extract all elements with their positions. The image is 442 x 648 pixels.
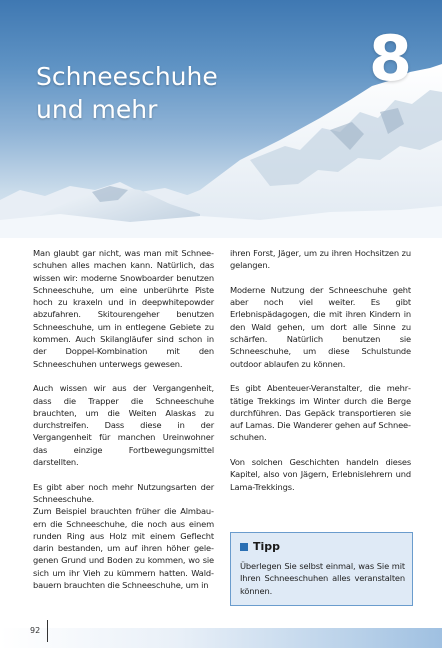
hero-image <box>0 0 442 238</box>
page-number: 92 <box>30 626 41 635</box>
chapter-number: 8 <box>368 22 412 95</box>
paragraph: Auch wissen wir aus der Vergangenheit, dass die Trapper die Schneeschuhe brauchten, um die Weiten Alaskas zu durchstreifen. Dass diese in der Vergangenheit für manchen Ureinwohner das einzige Fortbewegungsmittel darstellten. <box>33 383 214 468</box>
paragraph: Moderne Nutzung der Schneeschuhe geht aber noch viel weiter. Es gibt Erlebnispädagogen, die mit ihren Kindern in den Wald gehen, um dort alle Sinne zu schärfen. Natürlich benutzen sie Schneeschuhe, um diese Schulstunde outdoor ablaufen zu können. <box>230 284 411 369</box>
tip-box <box>230 532 413 606</box>
body-column-right <box>230 247 411 505</box>
footer-band <box>0 628 442 648</box>
paragraph: Von solchen Geschichten handeln dieses Kapitel, also von Jägern, Erlebnislehrern und Lama-Trekkings. <box>230 457 411 492</box>
chapter-title-line-2: und mehr <box>36 95 158 124</box>
paragraph: Man glaubt gar nicht, was man mit Schneeschuhen alles machen kann. Natürlich, das wissen wir: moderne Snowboarder benutzen Schneeschuhe, um eine unberührte Piste hoch zu kraxeln und in deepwhitepowder abzufahren. Skitourengeher benutzen Schneeschuhe, um in entlegene Gebiete zu kommen. Auch Skilangläufer sind schon in der Doppel-Kombination mit den Schneeschuhen unterwegs gewesen. <box>33 248 214 369</box>
chapter-title-line-1: Schneeschuhe <box>36 62 218 91</box>
paragraph: Zum Beispiel brauchten früher die Almbauern die Schneeschuhe, die noch aus einem runden Ring aus Holz mit einem Geflecht darin bestanden, um auf ihren höher gelegenen Grund und Boden zu kommen, wo sie sich um ihr Vieh zu kümmern hatten. Waldbauern brauchten die Schneeschuhe, um in <box>33 506 214 591</box>
tip-header <box>240 540 280 553</box>
tip-square-icon <box>240 543 248 551</box>
paragraph: Es gibt Abenteuer-Veranstalter, die mehrtätige Trekkings im Winter durch die Berge durchführen. Das Gepäck transportieren sie auf Lamas. Die Wanderer gehen auf Schneeschuhen. <box>230 383 411 443</box>
paragraph: ihren Forst, Jäger, um zu ihren Hochsitzen zu gelangen. <box>230 248 411 271</box>
tip-title: Tipp <box>253 540 281 553</box>
paragraph: Es gibt aber noch mehr Nutzungsarten der Schneeschuhe. <box>33 481 214 504</box>
chapter-title <box>36 60 218 126</box>
page-number-divider <box>47 620 48 642</box>
tip-text: Überlegen Sie selbst einmal, was Sie mit Ihren Schneeschuhen alles veranstalten können. <box>240 561 405 596</box>
body-column-left <box>33 247 214 604</box>
